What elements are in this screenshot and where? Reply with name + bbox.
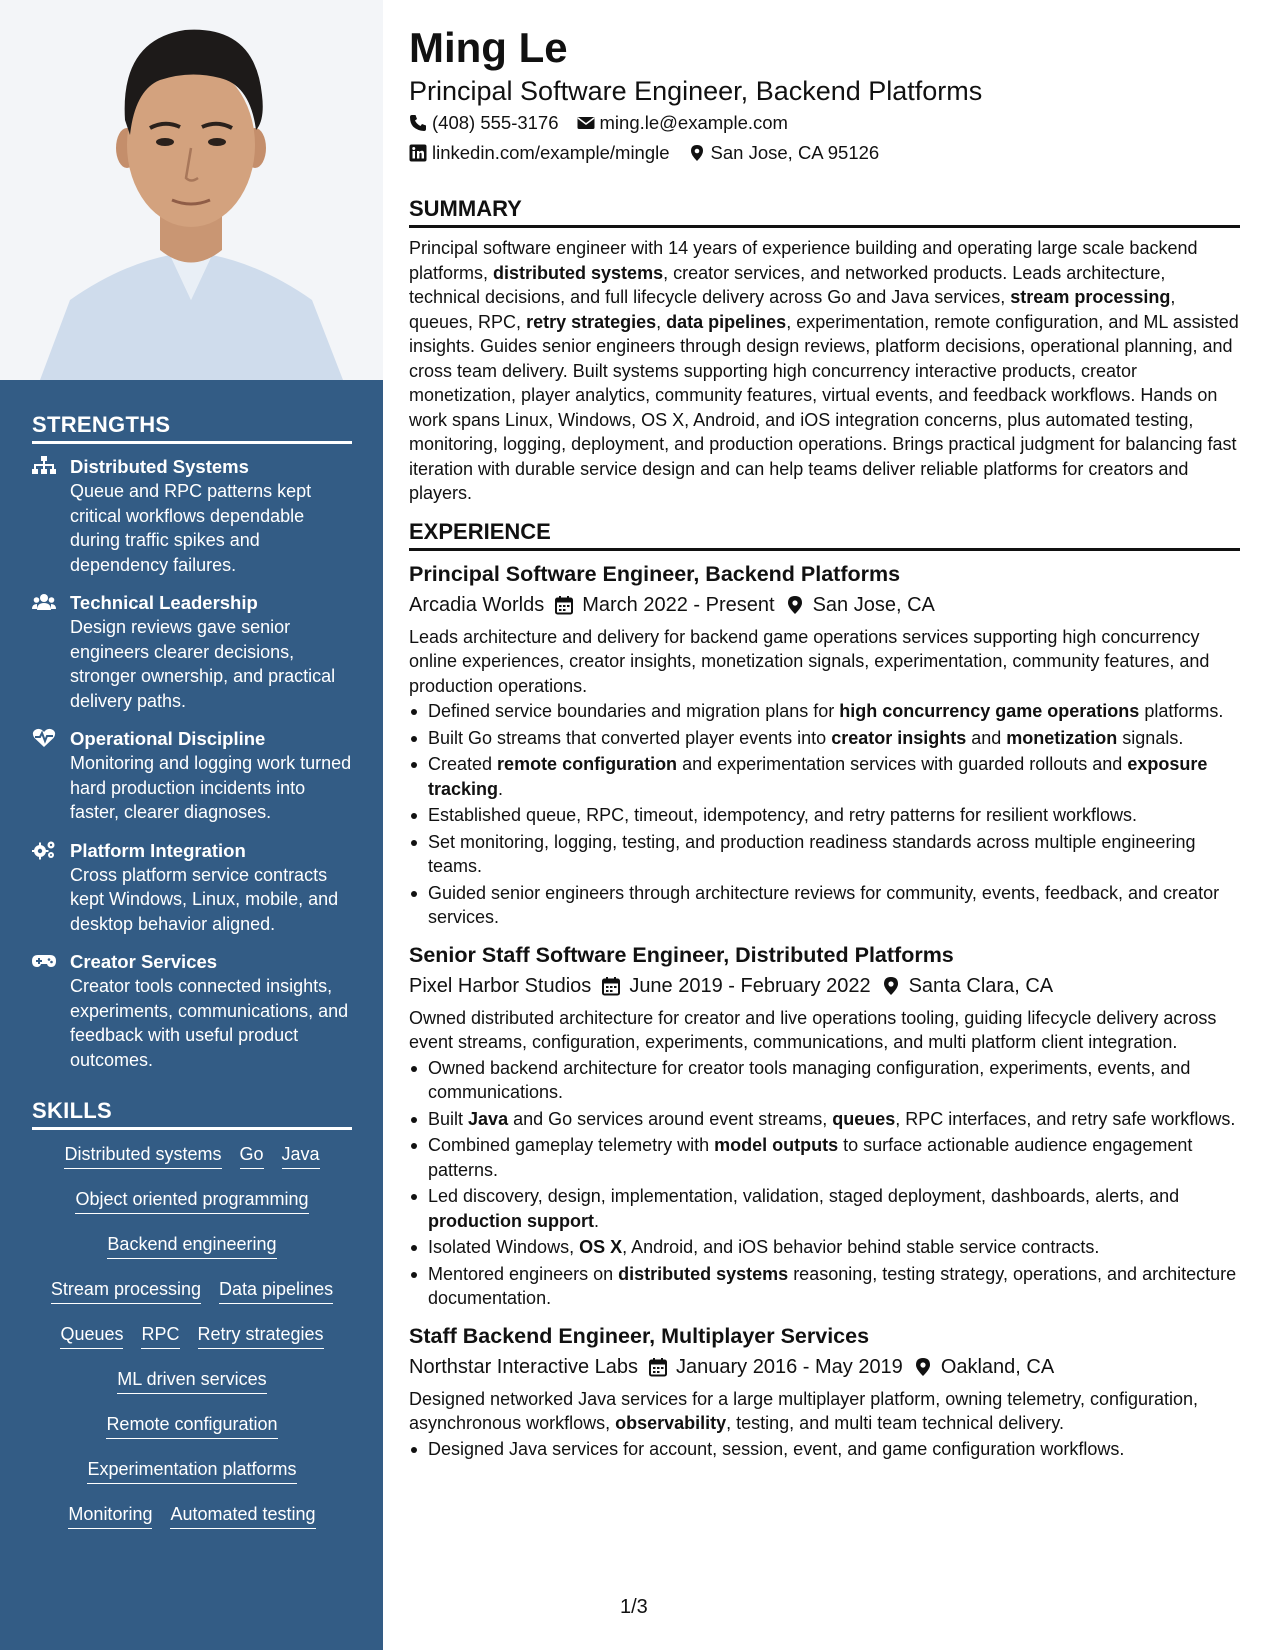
map-pin-icon (913, 1357, 933, 1377)
bold-phrase: high concurrency game operations (839, 701, 1140, 721)
bold-phrase: stream processing (1010, 287, 1171, 307)
sidebar-content (32, 412, 352, 1547)
job-summary: Leads architecture and delivery for backend game operations services supporting high concurrency online experiences, creator insights, monetization signals, experimentation, community features, and production operations. (409, 626, 1210, 696)
skill-tag: Retry strategies (198, 1322, 324, 1349)
strength-item (32, 949, 352, 1072)
job-bullets (409, 1437, 1240, 1462)
gears-icon (32, 840, 56, 860)
text-run: Led discovery, design, implementation, validation, staged deployment, dashboards, alerts, and (428, 1186, 1180, 1206)
contact-row (409, 108, 1240, 138)
location-contact (688, 138, 880, 168)
skill-tag: Java (282, 1142, 320, 1169)
phone-contact[interactable] (409, 108, 559, 138)
bullet-item (409, 1184, 1240, 1233)
strength-item (32, 454, 352, 577)
skill-row (32, 1502, 352, 1547)
text-run: Created (428, 754, 498, 774)
text-run: , testing, and multi team technical delivery. (726, 1413, 1064, 1433)
strength-desc: Queue and RPC patterns kept critical workflows dependable during traffic spikes and dependency failures. (70, 481, 312, 575)
job-title: Principal Software Engineer, Backend Platforms (409, 561, 901, 586)
strength-desc: Monitoring and logging work turned hard production incidents into faster, clearer diagnoses. (70, 753, 352, 822)
text-run: Set monitoring, logging, testing, and production readiness standards across multiple engineering teams. (428, 831, 1196, 876)
dates-text: March 2022 - Present (582, 593, 775, 616)
text-run: to surface actionable audience engagement patterns. (428, 1135, 1193, 1180)
skill-tag: RPC (141, 1322, 179, 1349)
bold-phrase: retry strategies (526, 311, 657, 332)
job-location (785, 589, 935, 621)
bullet-item (409, 1262, 1240, 1311)
skill-row (32, 1187, 352, 1232)
bold-phrase: distributed systems (493, 262, 664, 283)
skill-row (32, 1457, 352, 1502)
text-run: Owned backend architecture for creator tools managing configuration, experiments, events, and communications. (428, 1057, 1191, 1102)
skill-tag: Remote configuration (106, 1412, 277, 1439)
calendar-icon (648, 1357, 668, 1377)
main-content (409, 22, 1240, 1471)
text-run: . (593, 1210, 599, 1231)
gamepad-icon (32, 951, 56, 971)
text-run: Built Go streams that converted player events into (428, 727, 832, 748)
linkedin-contact[interactable] (409, 138, 670, 168)
bullet-item (409, 881, 1240, 930)
strength-item (32, 838, 352, 937)
skill-tag: Object oriented programming (75, 1187, 308, 1214)
text-run: , RPC interfaces, and retry safe workflows. (895, 1108, 1236, 1129)
skill-tag: ML driven services (117, 1367, 266, 1394)
text-run: Mentored engineers on (428, 1263, 619, 1284)
skill-row (32, 1322, 352, 1367)
strength-item (32, 590, 352, 713)
text-run: , (656, 311, 667, 332)
bullet-item (409, 803, 1240, 828)
skill-tag: Go (240, 1142, 264, 1169)
location-text: Santa Clara, CA (908, 974, 1054, 997)
company-name: Arcadia Worlds (409, 593, 545, 616)
job-dates (554, 589, 774, 621)
strength-desc: Creator tools connected insights, experiments, communications, and feedback with useful product outcomes. (70, 976, 349, 1070)
job-dates (648, 1351, 903, 1383)
text-run: Guided senior engineers through architecture reviews for community, events, feedback, and creator services. (428, 882, 1220, 927)
linkedin-icon (409, 144, 427, 162)
envelope-icon (577, 114, 595, 132)
candidate-name: Ming Le (409, 24, 568, 71)
location-text: San Jose, CA 95126 (710, 142, 880, 163)
text-run: Combined gameplay telemetry with (428, 1135, 715, 1155)
email-text: ming.le@example.com (599, 112, 788, 133)
strength-title: Operational Discipline (70, 728, 266, 749)
text-run: , experimentation, remote configuration, and ML assisted insights. Guides senior engineers through design reviews, platform decisions, operational planning, and cross team delivery. Built systems supporting high concurrency interactive products, creator monetization, player analytics, community features, virtual events, and feedback workflows. Hands on work spans Linux, Windows, OS X, Android, and iOS integration concerns, plus automated testing, monitoring, logging, deployment, and production operations. Brings practical judgment for balancing fast iteration with durable service design and can help teams deliver reliable platforms for creators and players. (409, 311, 1239, 503)
job-dates (601, 970, 870, 1002)
bullet-item (409, 1056, 1240, 1105)
text-run: Established queue, RPC, timeout, idempotency, and retry patterns for resilient workflows. (428, 805, 1137, 825)
bullet-item (409, 830, 1240, 879)
email-contact[interactable] (577, 108, 788, 138)
bullet-item (409, 1235, 1240, 1260)
linkedin-text: linkedin.com/example/mingle (432, 142, 670, 163)
strength-title: Platform Integration (70, 839, 246, 861)
map-pin-icon (688, 144, 706, 162)
map-pin-icon (785, 595, 805, 615)
skill-tag: Stream processing (51, 1277, 201, 1304)
bold-phrase: model outputs (714, 1135, 839, 1155)
text-run: and experimentation services with guarded rollouts and (677, 754, 1128, 774)
job-summary (409, 1387, 1240, 1436)
job-title: Senior Staff Software Engineer, Distributed Platforms (409, 942, 954, 967)
bullet-item (409, 726, 1240, 751)
summary-heading: SUMMARY (409, 196, 1240, 228)
job-entry (409, 559, 1240, 930)
text-run: Isolated Windows, (428, 1237, 580, 1257)
profile-photo (0, 0, 383, 380)
job-summary: Owned distributed architecture for creator and live operations tooling, guiding lifecycle delivery across event streams, configuration, experiments, communications, and multi platform client integration. (409, 1007, 1217, 1052)
job-entry (409, 940, 1240, 1311)
skill-tag: Data pipelines (219, 1277, 333, 1304)
bold-phrase: production support (428, 1210, 594, 1231)
bold-phrase: remote configuration (497, 754, 678, 774)
bold-phrase: creator insights (831, 727, 967, 748)
bold-phrase: monetization (1006, 727, 1118, 748)
sitemap-icon (32, 456, 56, 476)
company-name: Northstar Interactive Labs (409, 1355, 638, 1378)
experience-heading: EXPERIENCE (409, 519, 1240, 551)
text-run: , creator services, and networked products. Leads architecture, technical decisions, and full lifecycle delivery across Go and Java services, (409, 262, 1166, 307)
text-run: platforms. (1139, 701, 1224, 721)
sidebar (0, 0, 383, 1650)
bullet-item (409, 752, 1240, 801)
bold-phrase: data pipelines (666, 311, 787, 332)
text-run: , queues, RPC, (409, 287, 1176, 332)
phone-text: (408) 555-3176 (432, 112, 559, 133)
skill-row (32, 1367, 352, 1412)
experience-list (409, 559, 1240, 1462)
phone-icon (409, 114, 427, 132)
text-run: Defined service boundaries and migration plans for (428, 701, 840, 721)
strengths-heading: STRENGTHS (32, 412, 352, 444)
strength-title: Distributed Systems (70, 456, 249, 477)
location-text: Oakland, CA (940, 1355, 1055, 1378)
candidate-title: Principal Software Engineer, Backend Platforms (409, 76, 983, 106)
bold-phrase: observability (615, 1413, 727, 1433)
strength-desc: Design reviews gave senior engineers clearer decisions, stronger ownership, and practical delivery paths. (70, 617, 336, 711)
bullet-item (409, 1107, 1240, 1132)
company-name: Pixel Harbor Studios (409, 974, 592, 997)
text-run: reasoning, testing strategy, operations, and architecture documentation. (428, 1263, 1237, 1308)
summary-text (409, 236, 1240, 506)
contact-row (409, 138, 1240, 168)
users-icon (32, 592, 56, 612)
job-bullets (409, 699, 1240, 930)
text-run: and Go services around event streams, (508, 1108, 833, 1129)
strength-item (32, 726, 352, 825)
job-location (913, 1351, 1054, 1383)
bold-phrase: distributed systems (618, 1263, 789, 1284)
calendar-icon (601, 976, 621, 996)
skill-tag: Automated testing (170, 1502, 315, 1529)
job-meta (409, 589, 1240, 621)
dates-text: June 2019 - February 2022 (629, 974, 871, 997)
text-run: Principal software engineer with 14 years of experience building and operating large scale backend platforms, (409, 238, 1198, 283)
heartbeat-icon (32, 728, 56, 748)
skill-tag: Monitoring (68, 1502, 152, 1529)
bold-phrase: exposure tracking (428, 754, 1208, 799)
text-run: Built (428, 1108, 469, 1129)
bullet-item (409, 699, 1240, 724)
bold-phrase: queues (832, 1108, 896, 1129)
skills-list (32, 1142, 352, 1547)
skill-tag: Distributed systems (64, 1142, 221, 1169)
job-location (881, 970, 1054, 1002)
skill-tag: Backend engineering (107, 1232, 276, 1259)
strength-title: Technical Leadership (70, 592, 258, 613)
text-run: Designed Java services for account, session, event, and game configuration workflows. (428, 1438, 1125, 1459)
strength-desc: Cross platform service contracts kept Windows, Linux, mobile, and desktop behavior aligned. (70, 864, 339, 934)
bullet-item (409, 1437, 1240, 1462)
bullet-item (409, 1133, 1240, 1182)
page-number: 1/3 (620, 1596, 648, 1618)
job-meta (409, 1351, 1240, 1383)
location-text: San Jose, CA (812, 593, 935, 616)
job-bullets (409, 1056, 1240, 1311)
skill-tag: Queues (60, 1322, 123, 1349)
profile-photo-illustration (0, 0, 383, 380)
job-title: Staff Backend Engineer, Multiplayer Services (409, 1323, 870, 1348)
job-entry (409, 1321, 1240, 1462)
text-run: and (966, 727, 1007, 748)
job-meta (409, 970, 1240, 1002)
skill-tag: Experimentation platforms (87, 1457, 296, 1484)
skills-heading: SKILLS (32, 1098, 352, 1130)
skill-row (32, 1412, 352, 1457)
text-run: . (498, 778, 504, 799)
bold-phrase: Java (468, 1108, 509, 1129)
skill-row (32, 1277, 352, 1322)
calendar-icon (554, 595, 574, 615)
text-run: signals. (1117, 727, 1184, 748)
strength-title: Creator Services (70, 951, 218, 972)
skill-row (32, 1142, 352, 1187)
text-run: Designed networked Java services for a large multiplayer platform, owning telemetry, configuration, asynchronous workflows, (409, 1388, 1199, 1433)
text-run: , Android, and iOS behavior behind stable service contracts. (622, 1237, 1100, 1257)
bold-phrase: OS X (579, 1237, 623, 1257)
dates-text: January 2016 - May 2019 (676, 1355, 903, 1378)
map-pin-icon (881, 976, 901, 996)
skill-row (32, 1232, 352, 1277)
